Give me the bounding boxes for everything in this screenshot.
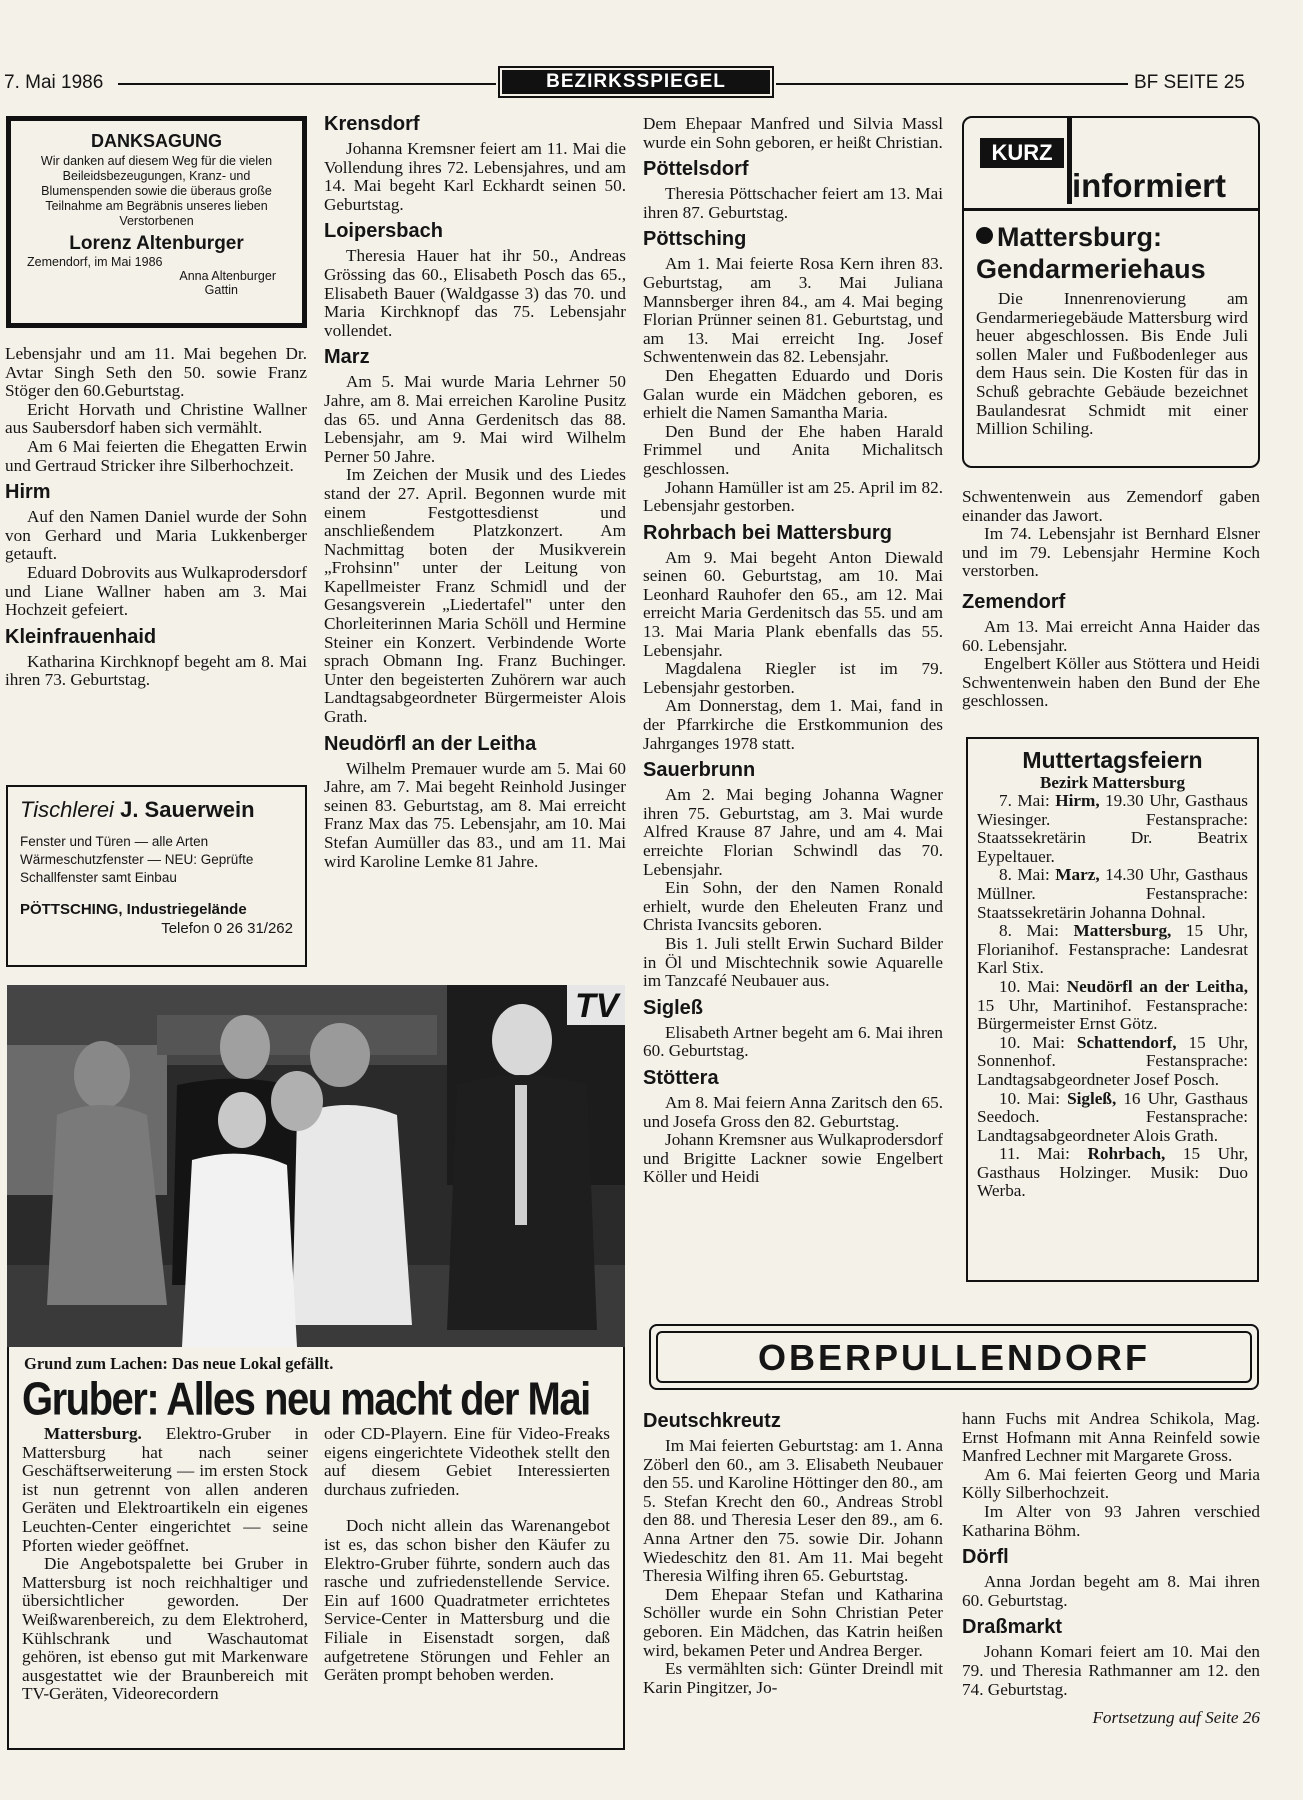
paragraph: Doch nicht allein das Warenangebot ist es, das schon bisher den Käufer zu Elektro-Gruber führte, sondern auch das rasche und zufriedenstellende Service. Ein auf 1600 Quadratmeter errichtetes Service-Center in Mattersburg und die Filiale in Eisenstadt sorgen, daß aufgetretene Störungen und Fehler an Geräten prompt behoben werden. [324,1516,610,1685]
paragraph: Johann Hamüller ist am 25. April im 82. Lebensjahr gestorben. [643,477,943,516]
paragraph: Johann Komari feiert am 10. Mai den 79. und Theresia Rathmanner am 12. den 74. Geburtstag. [962,1642,1260,1699]
danksagung-name: Lorenz Altenburger [69,233,244,254]
column-4 [962,488,1260,711]
column-1 [5,345,307,690]
muttertag-date: 8. Mai: [999,921,1074,941]
tischlerei-ad [6,785,307,967]
heading-rohrbach: Rohrbach bei Mattersburg [643,521,892,544]
paragraph: Am 8. Mai feiern Anna Zaritsch den 65. und Josefa Gross den 82. Geburtstag. [643,1092,943,1131]
header-date: 7. Mai 1986 [4,72,104,93]
photo [7,985,625,1347]
paragraph: oder CD-Playern. Eine für Video-Freaks eigens eingerichtete Videothek stellt den auf diesem Gebiet Interessierten durchaus zufrieden. [324,1424,610,1499]
paragraph: Die Angebotspalette bei Gruber in Mattersburg ist noch reichhaltiger und übersichtlicher geworden. Der Weißwarenbereich, zu dem Elektroherd, Kühlschrank und Waschautomat gehören, ist ebenso gut mit Markenware ausgestattet wie der Braunbereich mit TV-Geräten, Videorecordern [22,1554,308,1704]
danksagung-signer-role: Gattin [204,283,238,297]
paragraph: Im 74. Lebensjahr ist Bernhard Elsner und im 79. Lebensjahr Hermine Koch verstorben. [962,524,1260,581]
muttertag-place: Neudörfl an der Leitha, [1066,976,1248,996]
danksagung-notice [6,116,307,328]
muttertag-entry [977,1145,1248,1201]
paragraph: Johanna Kremsner feiert am 11. Mai die Vollendung ihres 72. Lebensjahres, und am 14. Mai begeht Karl Eckhardt seinen 50. Geburtstag. [324,139,626,214]
oberpullendorf-column-left [643,1410,943,1697]
paragraph: Lebensjahr und am 11. Mai begehen Dr. Avtar Singh Seth den 50. sowie Franz Stöger den 60.Geburtstag. [5,344,307,401]
heading-poettsching: Pöttsching [643,228,747,251]
paragraph: Den Ehegatten Eduardo und Doris Galan wurde ein Mädchen geboren, es erhielt die Namen Samantha Maria. [643,365,943,423]
paragraph: Eduard Dobrovits aus Wulkaprodersdorf und Liane Wallner haben am 3. Mai Hochzeit gefeiert. [5,562,307,620]
heading-sigless: Sigleß [643,996,704,1019]
gruber-text: Elektro-Gruber in Mattersburg hat nach seiner Geschäftserweiterung — im ersten Stock ist nun getrennt von allen anderen Geräten und Elektroartikeln ein eigenes Leuchten-Center eingerichtet — seine Pforten wieder geöffnet. [22,1424,308,1555]
kurz-text [976,290,1248,439]
ad-text: Fenster und Türen — alle Arten Wärmeschutzfenster — NEU: Geprüfte Schallfenster samt Einbau [20,834,254,885]
section-banner-label: BEZIRKSSPIEGEL [502,70,770,94]
heading-doerfl: Dörfl [962,1546,1009,1569]
paragraph: Am Donnerstag, dem 1. Mai, fand in der Pfarrkirche die Erstkommunion des Jahrganges 1978 statt. [643,696,943,753]
paragraph: Am 6 Mai feierten die Ehegatten Erwin und Gertraud Stricker ihre Silberhochzeit. [5,436,307,475]
muttertag-date: 11. Mai: [999,1144,1088,1164]
paragraph: Bis 1. Juli stellt Erwin Suchard Bilder in Öl und Mischtechnik sowie Aquarelle im Tanzcafé Neubauer aus. [643,933,943,991]
heading-stoettera: Stöttera [643,1066,719,1089]
heading-zemendorf: Zemendorf [962,590,1066,613]
paragraph: Johann Kremsner aus Wulkaprodersdorf und Brigitte Lackner sowie Engelbert Köller und Heidi [643,1130,943,1187]
kurz-headline-text: Mattersburg: Gendarmeriehaus [976,222,1206,284]
paragraph: Den Bund der Ehe haben Harald Frimmel und Anita Michalitsch geschlossen. [643,421,943,478]
photo-sign: TV [575,987,619,1025]
kurz-divider-horizontal [964,208,1258,211]
muttertag-title: Muttertagsfeiern [1022,747,1203,773]
ad-place: PÖTTSCHING, Industriegelände [20,901,247,918]
paragraph: Dem Ehepaar Stefan und Katharina Schöller wurde ein Sohn Christian Peter geboren. Ein Mädchen, das Katrin heißen wird, bekamen Peter und Andrea Berger. [643,1584,943,1660]
header-page: BF SEITE 25 [1134,72,1245,93]
paragraph: Katharina Kirchknopf begeht am 8. Mai ihren 73. Geburtstag. [5,651,307,690]
muttertag-details: 16 Uhr, Gasthaus Seedoch. Festansprache: Landtagsabgeordneter Alois Grath. [977,1088,1248,1145]
paragraph: Am 5. Mai wurde Maria Lehrner 50 Jahre, am 8. Mai erreichen Karoline Pusitz das 65. und Anna Gerdenitsch das 88. Lebensjahr, am 9. Mai wird Wilhelm Perner 50 Jahre. [324,372,626,466]
paragraph: Am 1. Mai feierte Rosa Kern ihren 83. Geburtstag, am 3. Mai Juliana Mannsberger ihren 84., am 4. Mai beging Florian Prünner seinen 81. Geburtstag, und am 13. Mai erreicht Ing. Josef Schwentenwein das 82. Lebensjahr. [643,254,943,367]
muttertag-entry [977,922,1248,978]
muttertag-subtitle: Bezirk Mattersburg [1040,773,1185,792]
bullet-icon [976,227,993,244]
danksagung-title: DANKSAGUNG [90,131,222,151]
muttertag-place: Sigleß, [1067,1088,1117,1108]
oberpullendorf-column-right [962,1410,1260,1728]
muttertag-details: 19.30 Uhr, Gasthaus Wiesinger. Festansprache: Staatssekretärin Dr. Beatrix Eypeltauer. [977,791,1248,866]
paragraph: Schwentenwein aus Zemendorf gaben einander das Jawort. [962,487,1260,525]
kurz-informiert-box [962,116,1260,468]
paragraph [22,1425,308,1555]
muttertag-entry [977,978,1248,1034]
muttertag-details: 15 Uhr, Martinihof. Festansprache: Bürgermeister Ernst Götz. [977,995,1248,1034]
paragraph: Engelbert Köller aus Stöttera und Heidi Schwentenwein haben den Bund der Ehe geschlossen. [962,654,1260,711]
oberpullendorf-banner-inner [656,1331,1252,1383]
oberpullendorf-banner [649,1324,1259,1390]
ad-title-italic: Tischlerei [20,797,114,822]
muttertag-entry [977,792,1248,866]
gruber-column-b [324,1425,610,1685]
heading-poettelsdorf: Pöttelsdorf [643,158,749,181]
continued-note: Fortsetzung auf Seite 26 [1092,1708,1260,1728]
paragraph: hann Fuchs mit Andrea Schikola, Mag. Ernst Hofmann mit Anna Reinfeld sowie Manfred Lechner mit Margarete Gross. [962,1409,1260,1466]
muttertag-date: 8. Mai: [999,865,1056,885]
danksagung-text: Wir danken auf diesem Weg für die vielen Beileidsbezeugungen, Kranz- und Blumenspenden sowie die überaus große Teilnahme am Begräbnis unseres lieben Verstorbenen [40,154,273,228]
muttertag-details: 15 Uhr, Florianihof. Festansprache: Landesrat Karl Stix. [977,921,1248,978]
paragraph: Theresia Hauer hat ihr 50., Andreas Grössing das 60., Elisabeth Posch das 65., Elisabeth Bauer (Waldgasse 3) das 70. und Maria Kirchknopf das 75. Lebensjahr vollendet. [324,246,626,340]
muttertag-list [977,792,1248,1201]
danksagung-place: Zemendorf, im Mai 1986 [27,255,163,269]
danksagung-signer: Anna Altenburger [179,269,276,283]
muttertag-place: Rohrbach, [1087,1144,1166,1164]
ad-title-name: J. Sauerwein [120,797,255,822]
muttertag-entry [977,1034,1248,1090]
oberpullendorf-title: OBERPULLENDORF [758,1337,1150,1378]
paragraph: Am 9. Mai begeht Anton Diewald seinen 60. Geburtstag, am 10. Mai Leonhard Rauhofer den 65., am 12. Mai erreicht Maria Gerdenitsch das 55. und am 13. Mai Maria Plank ebenfalls das 55. Lebensjahr. [643,547,943,660]
kurz-headline [976,221,1256,285]
gruber-place: Mattersburg. [44,1424,142,1443]
muttertag-place: Hirm, [1055,791,1100,810]
muttertag-place: Mattersburg, [1073,921,1172,941]
muttertag-date: 10. Mai: [999,1088,1068,1108]
muttertag-entry [977,866,1248,922]
photo-image [7,985,625,1347]
gruber-headline: Gruber: Alles neu macht der Mai [22,1374,590,1425]
muttertagsfeiern-box [966,737,1259,1282]
paragraph: Im Mai feierten Geburtstag: am 1. Anna Zöberl den 60., am 3. Elisabeth Neubauer den 55. und Karoline Höttinger den 80., am 5. Stefan Krecht den 60., Andreas Strobl den 88. und Theresia Leser den 89., am 6. Anna Artner den 75. sowie Dir. Johann Wiedeschitz den 81. Am 11. Mai begeht Theresia Wilfing ihren 65. Geburtstag. [643,1436,943,1586]
paragraph: Am 13. Mai erreicht Anna Haider das 60. Lebensjahr. [962,616,1260,655]
ad-title [20,797,293,823]
paragraph: Magdalena Riegler ist im 79. Lebensjahr gestorben. [643,659,943,697]
heading-hirm: Hirm [5,481,51,504]
paragraph: Am 2. Mai beging Johanna Wagner ihren 75. Geburtstag, am 3. Mai wurde Alfred Krause 87 Jahre, und am 4. Mai erreichte Florian Schwindl das 70. Lebensjahr. [643,785,943,879]
heading-drassmarkt: Draßmarkt [962,1616,1063,1639]
heading-sauerbrunn: Sauerbrunn [643,759,756,782]
header-rule-left [118,83,496,85]
paragraph: Im Alter von 93 Jahren verschied Katharina Böhm. [962,1501,1260,1540]
paragraph: Wilhelm Premauer wurde am 5. Mai 60 Jahre, am 7. Mai begeht Reinhold Jusinger seinen 83. Geburtstag, am 8. Mai erreicht Franz Max das 75. Lebensjahr, am 10. Mai Stefan Aumüller das 83., und am 11. Mai wird Karoline Lemke 81 Jahre. [324,758,626,871]
paragraph: Ericht Horvath und Christine Wallner aus Saubersdorf haben sich vermählt. [5,399,307,438]
paragraph: Am 6. Mai feierten Georg und Maria Kölly Silberhochzeit. [962,1464,1260,1503]
muttertag-details: 15 Uhr, Gasthaus Holzinger. Musik: Duo Werba. [977,1144,1248,1201]
muttertag-date: 10. Mai: [999,976,1067,996]
header-rule-right [776,83,1128,85]
gruber-column-a [22,1425,308,1704]
muttertag-details: 14.30 Uhr, Gasthaus Müllner. Festansprache: Staatssekretärin Johanna Dohnal. [977,865,1248,922]
photo-caption: Grund zum Lachen: Das neue Lokal gefällt. [24,1354,334,1373]
paragraph: Elisabeth Artner begeht am 6. Mai ihren 60. Geburtstag. [643,1022,943,1061]
muttertag-date: 10. Mai: [999,1032,1077,1052]
column-2 [324,113,626,871]
heading-kleinfrauenhaid: Kleinfrauenhaid [5,625,157,648]
muttertag-date: 7. Mai: [999,791,1056,810]
paragraph: Es vermählten sich: Günter Dreindl mit Karin Pingitzer, Jo- [643,1659,943,1697]
section-banner [498,66,774,98]
muttertag-place: Marz, [1055,865,1100,885]
kurz-title: informiert [1072,167,1227,204]
paragraph: Ein Sohn, der den Namen Ronald erhielt, wurde den Eheleuten Franz und Christa Ivancsits geboren. [643,878,943,935]
ad-phone: Telefon 0 26 31/262 [161,920,293,937]
kurz-badge: KURZ [980,138,1064,168]
muttertag-entry [977,1090,1248,1146]
paragraph: Dem Ehepaar Manfred und Silvia Massl wurde ein Sohn geboren, er heißt Christian. [643,114,943,152]
muttertag-details: 15 Uhr, Sonnenhof. Festansprache: Landtagsabgeordneter Josef Posch. [977,1032,1249,1089]
heading-loipersbach: Loipersbach [324,220,443,243]
heading-krensdorf: Krensdorf [324,113,420,135]
paragraph: Theresia Pöttschacher feiert am 13. Mai ihren 87. Geburtstag. [643,184,943,222]
heading-marz: Marz [324,346,370,369]
heading-deutschkreutz: Deutschkreutz [643,1410,781,1432]
heading-neudoerfl: Neudörfl an der Leitha [324,732,537,755]
paragraph: Im Zeichen der Musik und des Liedes stand der 27. April. Begonnen wurde mit einem Festgottesdienst und anschließendem Platzkonzert. Am Nachmittag boten der Musikverein „Frohsinn" unter der Leitung von Kapellmeister Franz Schmidl und der Gesangsverein „Liedertafel" unter den Chorleiterinnen Maria Schöll und Hermine Steiner ein Konzert. Verbindende Worte sprach Obmann Ing. Franz Buchinger. Unter den begeisterten Zuhörern war auch Landtagsabgeordneter Bürgermeister Alois Grath. [324,465,626,727]
muttertag-place: Schattendorf, [1076,1032,1177,1052]
paragraph: Auf den Namen Daniel wurde der Sohn von Gerhard und Maria Lukkenberger getauft. [5,507,307,564]
column-3 [643,115,943,1187]
paragraph: Die Innenrenovierung am Gendarmeriegebäude Mattersburg wird heuer abgeschlossen. Bis Ende Juli sollen Maler und Fußbodenleger aus dem Haus sein. Die Kosten für das in Schuß gebrachte Gebäude bezeichnet Baulandesrat Schmidt mit einer Million Schiling. [976,289,1248,439]
paragraph: Anna Jordan begeht am 8. Mai ihren 60. Geburtstag. [962,1572,1260,1610]
